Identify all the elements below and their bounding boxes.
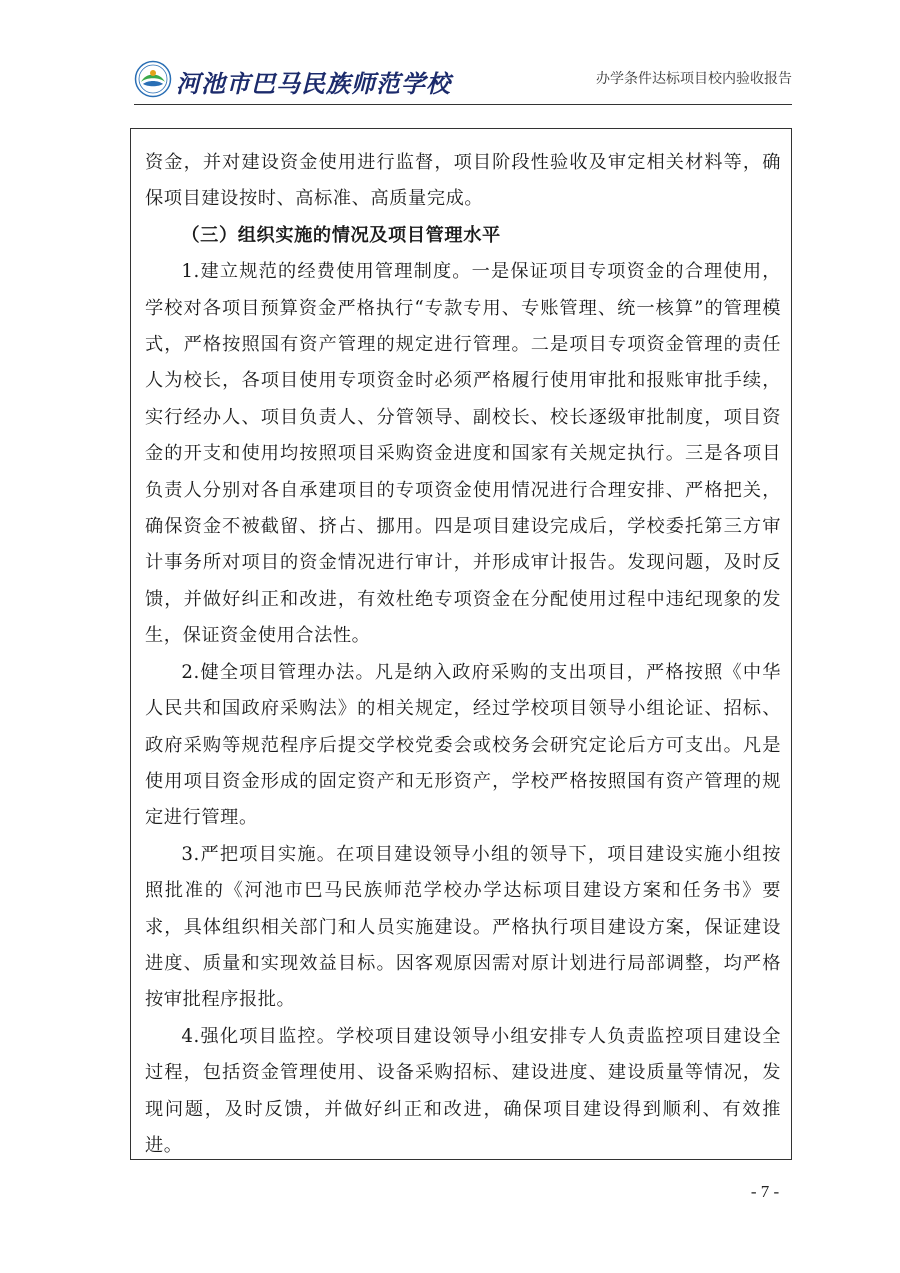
report-content-box xyxy=(130,128,792,1160)
intro-paragraph: 资金，并对建设资金使用进行监督，项目阶段性验收及审定相关材料等，确保项目建设按时、高标准、高质量完成。 xyxy=(145,152,781,210)
school-emblem-icon xyxy=(134,60,172,98)
report-body xyxy=(145,145,781,1164)
paragraph-project-management: 2.健全项目管理办法。凡是纳入政府采购的支出项目，严格按照《中华人民共和国政府采购法》的相关规定，经过学校项目领导小组论证、招标、政府采购等规范程序后提交学校党委会或校务会研究定论后方可支出。凡是使用项目资金形成的固定资产和无形资产，学校严格按照国有资产管理的规定进行管理。 xyxy=(145,661,781,829)
paragraph-funding-rules: 1.建立规范的经费使用管理制度。一是保证项目专项资金的合理使用，学校对各项目预算资金严格执行“专款专用、专账管理、统一核算”的管理模式，严格按照国有资产管理的规定进行管理。二是项目专项资金管理的责任人为校长，各项目使用专项资金时必须严格履行使用审批和报账审批手续，实行经办人、项目负责人、分管领导、副校长、校长逐级审批制度，项目资金的开支和使用均按照项目采购资金进度和国家有关规定执行。三是各项目负责人分别对各自承建项目的专项资金使用情况进行合理安排、严格把关，确保资金不被截留、挤占、挪用。四是项目建设完成后，学校委托第三方审计事务所对项目的资金情况进行审计，并形成审计报告。发现问题，及时反馈，并做好纠正和改进，有效杜绝专项资金在分配使用过程中违纪现象的发生，保证资金使用合法性。 xyxy=(145,261,781,647)
school-name: 河池市巴马民族师范学校 xyxy=(176,69,451,98)
section-heading: （三）组织实施的情况及项目管理水平 xyxy=(181,224,501,246)
page-number: - 7 - xyxy=(750,1182,780,1201)
report-title: 办学条件达标项目校内验收报告 xyxy=(596,71,792,87)
page-header xyxy=(134,56,792,102)
header-divider xyxy=(134,104,792,105)
paragraph-project-monitoring: 4.强化项目监控。学校项目建设领导小组安排专人负责监控项目建设全过程，包括资金管理使用、设备采购招标、建设进度、建设质量等情况，发现问题，及时反馈，并做好纠正和改进，确保项目建设得到顺利、有效推进。 xyxy=(145,1025,781,1156)
paragraph-project-implementation: 3.严把项目实施。在项目建设领导小组的领导下，项目建设实施小组按照批准的《河池市巴马民族师范学校办学达标项目建设方案和任务书》要求，具体组织相关部门和人员实施建设。严格执行项目建设方案，保证建设进度、质量和实现效益目标。因客观原因需对原计划进行局部调整，均严格按审批程序报批。 xyxy=(145,843,781,1011)
